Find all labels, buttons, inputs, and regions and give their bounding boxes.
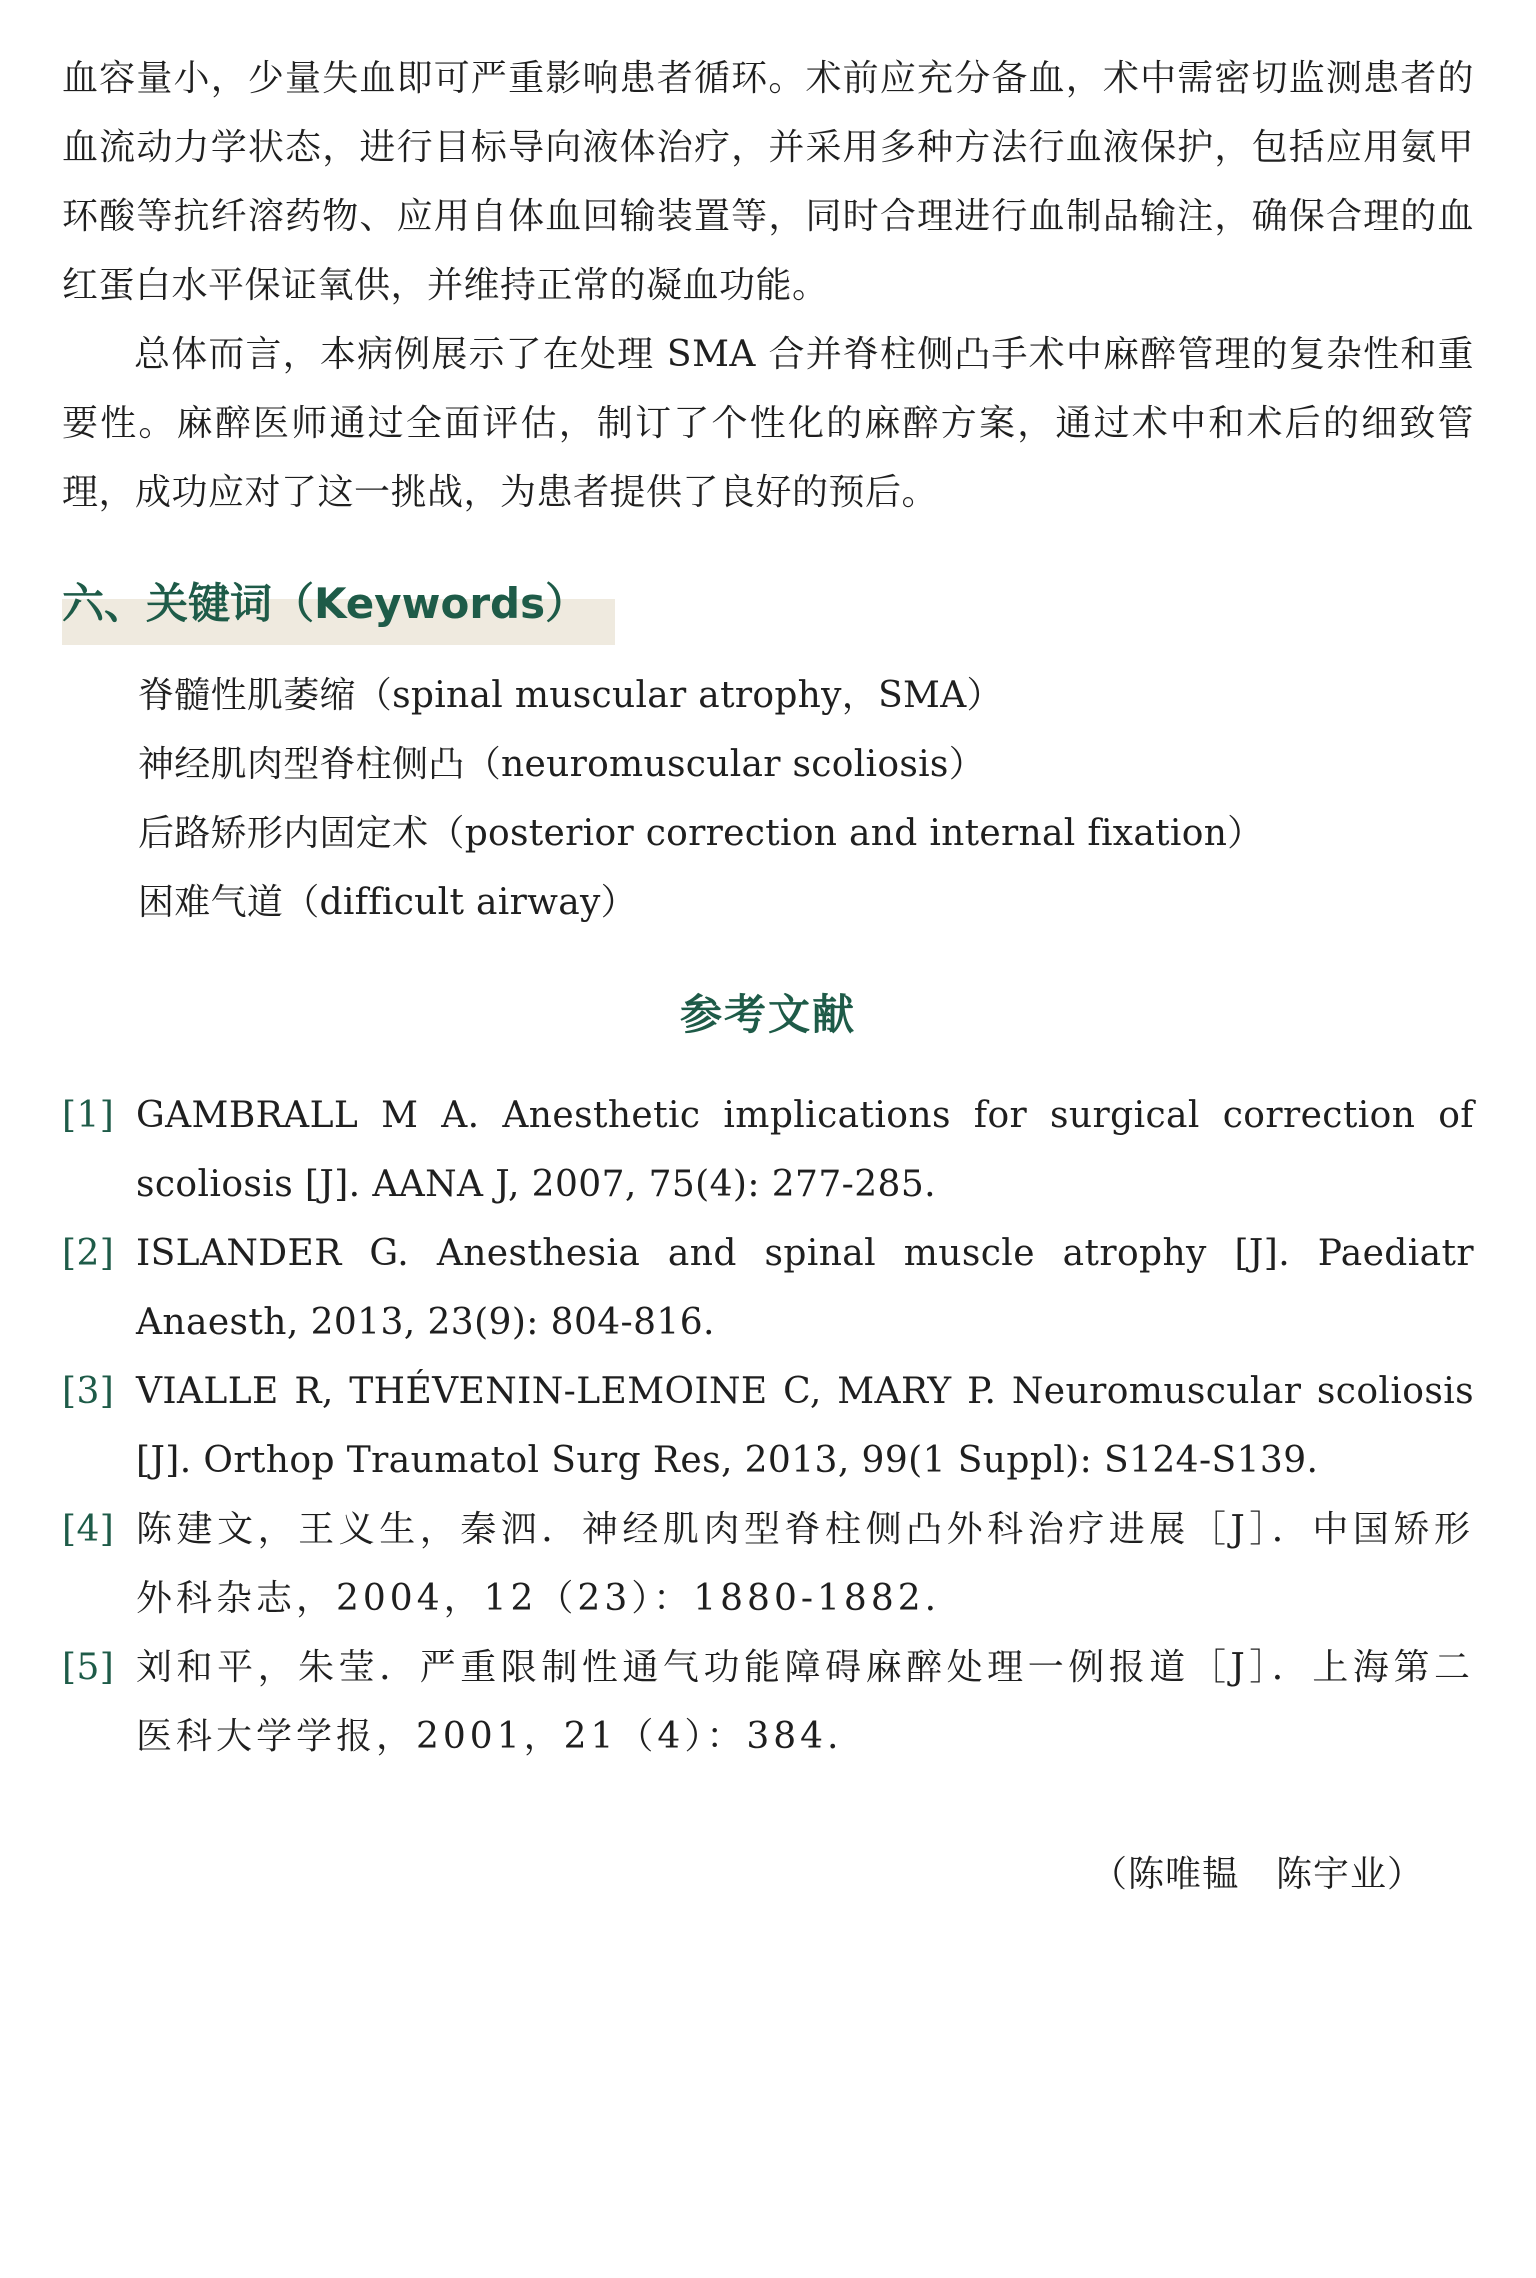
reference-text: VIALLE R, THÉVENIN-LEMOINE C, MARY P. Neuromuscular scoliosis [J]. Orthop Traumatol Surg Res, 2013, 99(1 Suppl): S124-S139. xyxy=(136,1371,1474,1481)
reference-text: GAMBRALL M A. Anesthetic implications for surgical correction of scoliosis [J]. AANA J, 2007, 75(4): 277-285. xyxy=(136,1095,1474,1205)
body-paragraph-2: 总体而言，本病例展示了在处理 SMA 合并脊柱侧凸手术中麻醉管理的复杂性和重要性。麻醉医师通过全面评估，制订了个性化的麻醉方案，通过术中和术后的细致管理，成功应对了这一挑战，为患者提供了良好的预后。 xyxy=(62,334,1474,513)
reference-number: [2] xyxy=(62,1233,115,1274)
keyword-item: 脊髓性肌萎缩（spinal muscular atrophy，SMA） xyxy=(138,675,1003,716)
reference-text: 刘和平，朱莹．严重限制性通气功能障碍麻醉处理一例报道［J］．上海第二医科大学学报，2001，21（4）：384. xyxy=(136,1647,1474,1757)
reference-text: ISLANDER G. Anesthesia and spinal muscle atrophy [J]. Paediatr Anaesth, 2013, 23(9): 804-816. xyxy=(136,1233,1474,1343)
reference-number: [3] xyxy=(62,1371,115,1412)
keyword-item: 后路矫形内固定术（posterior correction and internal fixation） xyxy=(138,813,1264,854)
reference-item xyxy=(62,1495,1474,1633)
reference-number: [5] xyxy=(62,1647,115,1688)
reference-number: [1] xyxy=(62,1095,115,1136)
reference-item xyxy=(62,1633,1474,1771)
keyword-item: 神经肌肉型脊柱侧凸（neuromuscular scoliosis） xyxy=(138,744,986,785)
author-signature: （陈唯韫 陈宇业） xyxy=(1090,1854,1424,1895)
reference-item xyxy=(62,1357,1474,1495)
reference-text: 陈建文，王义生，秦泗．神经肌肉型脊柱侧凸外科治疗进展［J］．中国矫形外科杂志，2004，12（23）：1880-1882. xyxy=(136,1509,1474,1619)
keyword-item: 困难气道（difficult airway） xyxy=(138,882,637,923)
keywords-heading: 六、关键词（Keywords） xyxy=(62,557,615,645)
reference-item xyxy=(62,1219,1474,1357)
keywords-heading-wrap xyxy=(62,557,1474,643)
reference-item xyxy=(62,1081,1474,1219)
references-title: 参考文献 xyxy=(679,990,856,1039)
references-list xyxy=(62,1081,1474,1771)
body-paragraph-1: 血容量小，少量失血即可严重影响患者循环。术前应充分备血，术中需密切监测患者的血流动力学状态，进行目标导向液体治疗，并采用多种方法行血液保护，包括应用氨甲环酸等抗纤溶药物、应用自体血回输装置等，同时合理进行血制品输注，确保合理的血红蛋白水平保证氧供，并维持正常的凝血功能。 xyxy=(62,58,1474,306)
keywords-list xyxy=(62,661,1474,937)
page-content xyxy=(62,44,1474,1771)
reference-number: [4] xyxy=(62,1509,115,1550)
